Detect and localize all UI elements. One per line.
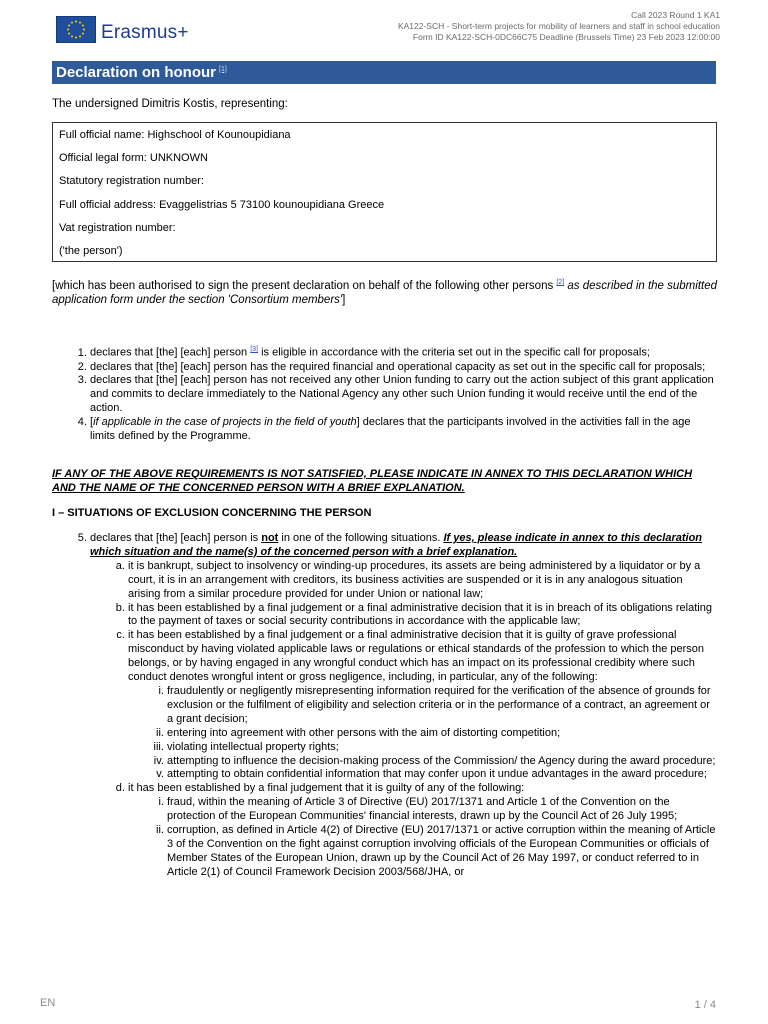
decl-1-text: declares that [the] [each] person: [90, 346, 251, 359]
decl-4-open: [: [90, 416, 94, 429]
decl-5-text: declares that [the] [each] person is: [90, 532, 262, 544]
eu-flag-icon: [56, 16, 96, 43]
language-label: EN: [40, 997, 56, 1009]
page-header: [0, 0, 768, 56]
authorised-text: [which has been authorised to sign the present declaration on behalf of the following other persons: [52, 279, 557, 292]
detail-registration-number: Statutory registration number:: [59, 175, 204, 188]
list-item: iii. violating intellectual property rights;: [167, 741, 718, 755]
exclusion-d-text: it has been established by a final judgement that it is guilty of any of the following:: [128, 782, 525, 795]
decl-5-instruction: If yes, please indicate in annex to this declaration which situation and the name(s) of the concerned person with a brief explanation.: [90, 532, 703, 558]
decl-4-italic: if applicable in the case of projects in the field of youth: [93, 416, 357, 429]
list-item: v. attempting to obtain confidential information that may confer upon it undue advantages in the award procedure;: [167, 768, 718, 782]
section-heading: I – SITUATIONS OF EXCLUSION CONCERNING THE PERSON: [52, 507, 372, 519]
exclusion-sublist: [90, 560, 718, 880]
list-item: iv. attempting to influence the decision-making process of the Commission/ the Agency during the award procedure;: [167, 755, 718, 769]
list-item: b. it has been established by a final judgement or a final administrative decision that it is in breach of its obligations relating to the payment of taxes or social security contributions in accordance with the applicable law;: [128, 602, 718, 630]
decl-5-text-mid: in one of the following situations.: [278, 532, 444, 544]
detail-legal-form: Official legal form: UNKNOWN: [59, 152, 208, 165]
erasmus-logo-text: Erasmus+: [101, 22, 189, 43]
list-item: a. it is bankrupt, subject to insolvency or winding-up procedures, its assets are being administered by a liquidator or by a court, it is in an arrangement with creditors, its business activities are suspended or it is in any analogous situation arising from a similar procedure provided for under Union or national law;: [128, 560, 718, 602]
detail-address: Full official address: Evaggelistrias 5 73100 kounoupidiana Greece: [59, 198, 385, 211]
detail-official-name: Full official name: Highschool of Kounoupidiana: [59, 129, 291, 141]
exclusion-list: [52, 532, 718, 880]
detail-vat-number: Vat registration number:: [59, 221, 176, 234]
call-meta: [398, 10, 720, 43]
meta-action: KA122-SCH - Short-term projects for mobility of learners and staff in school education: [397, 21, 720, 31]
decl-4-text: ] declares that the participants involved in the activities fall in the age limits defined by the Programme.: [90, 416, 691, 443]
list-item: 2. declares that [the] [each] person has the required financial and operational capacity as set out in the specific call for proposals;: [90, 361, 718, 375]
offences-sublist: [128, 796, 718, 879]
declarations-list: [52, 343, 718, 444]
authorised-close: ]: [342, 293, 346, 306]
list-item: i. fraud, within the meaning of Article 3 of Directive (EU) 2017/1371 and Article 1 of the Convention on the protection of the European Communities' financial interests, drawn up by the Council Act of 26 July 1995;: [167, 796, 718, 824]
meta-call: Call 2023 Round 1 KA1: [631, 10, 720, 20]
detail-person-label: ('the person'): [59, 244, 123, 257]
list-item: [90, 416, 718, 444]
exclusion-c-text: it has been established by a final judgement or a final administrative decision that it is guilty of grave professional misconduct by having violated applicable laws or regulations or ethical standards of the profession to which the person belongs, or by having engaged in any wrongful conduct which has an impact on its professional credibity where such conduct denotes wrongful intent or gross negligence, including, in particular, any of the following:: [128, 629, 704, 684]
list-item: ii. entering into agreement with other persons with the aim of distorting competition;: [167, 727, 718, 741]
footnote-ref-1[interactable]: [1]: [219, 65, 227, 73]
list-item: 3. declares that [the] [each] person has not received any other Union funding to carry out the action subject of this grant application and commits to declare immediately to the National Agency any other such Union funding it would receive until the end of the action.: [90, 374, 718, 416]
footnote-ref-2[interactable]: [2]: [556, 279, 565, 286]
list-item: i. fraudulently or negligently misrepresenting information required for the verification of the absence of grounds for exclusion or the fulfilment of eligibility and selection criteria or in the performance of a contract, an agreement or a grant decision;: [167, 685, 718, 727]
person-details-box: [52, 122, 717, 262]
intro-text: The undersigned Dimitris Kostis, representing:: [52, 98, 288, 110]
list-item: [128, 782, 718, 879]
misconduct-sublist: [128, 685, 718, 782]
authorised-italic: as described in the submitted application form under the section 'Consortium members': [52, 279, 717, 306]
page-title: Declaration on honour: [56, 64, 217, 81]
authorised-paragraph: [52, 276, 720, 307]
list-item: [90, 532, 718, 880]
page-number: 1 / 4: [694, 999, 716, 1011]
section-title-bar: [52, 61, 716, 84]
meta-form-id: Form ID KA122-SCH-0DC66C75 Deadline (Brussels Time) 23 Feb 2023 12:00:00: [412, 32, 720, 42]
requirements-warning: IF ANY OF THE ABOVE REQUIREMENTS IS NOT SATISFIED, PLEASE INDICATE IN ANNEX TO THIS DECLARATION WHICH AND THE NAME OF THE CONCERNED PERSON WITH A BRIEF EXPLANATION.: [52, 468, 693, 494]
footnote-ref-3[interactable]: [3]: [250, 346, 259, 353]
list-item: ii. corruption, as defined in Article 4(2) of Directive (EU) 2017/1371 or active corruption within the meaning of Article 3 of the Convention on the fight against corruption involving officials of the European Communities or officials of Member States of the European Union, drawn up by the Council Act of 26 May 1997, or conduct referred to in Article 2(1) of Council Framework Decision 2003/568/JHA, or: [167, 824, 718, 880]
decl-5-not: not: [261, 532, 279, 544]
decl-1-text-end: is eligible in accordance with the criteria set out in the specific call for proposals;: [258, 346, 650, 359]
list-item: [90, 343, 718, 361]
list-item: [128, 629, 718, 782]
